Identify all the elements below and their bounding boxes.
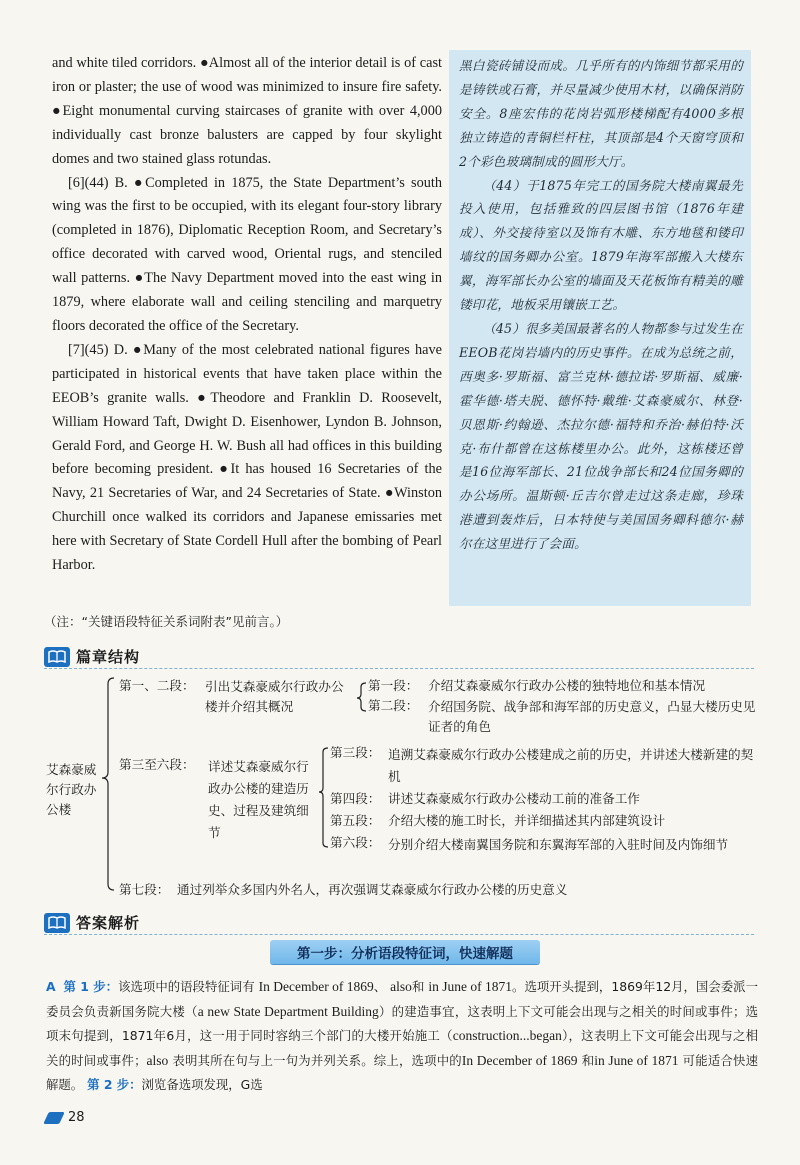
answer-text: 。选项开头提到，1869年12月，国会委派一委员会负责新国务院大楼（: [46, 979, 758, 1019]
note-text: （注：“关键语段特征关系词附表”见前言。）: [44, 614, 289, 629]
tree-group1-label: 第一、二段：: [119, 678, 195, 693]
answer-divider: [44, 934, 754, 935]
tree-p7-label: 第七段：: [119, 882, 170, 897]
tree-p1-label: 第一段：: [368, 678, 419, 693]
structure-divider: [44, 668, 754, 669]
answer-text: 可能适合快速解题。: [46, 1052, 758, 1092]
step1-label: 第 1 步：: [63, 979, 119, 994]
tree-p4-desc: 讲述艾森豪威尔行政办公楼动工前的准备工作: [388, 791, 640, 806]
answer-text: 和: [581, 1052, 595, 1068]
chinese-paragraph-2: （44）于1875年完工的国务院大楼南翼最先投入使用，包括雅致的四层图书馆（1876年建成）、外交接待室以及饰有木雕、东方地毯和镂印墙纹的国务卿办公室。1879年海军部搬入大楼东翼，海军部长办公室的墙面及天花板饰有精美的雕镂印花，地板采用镶嵌工艺。: [459, 177, 743, 313]
page-footer: [46, 1110, 85, 1125]
option-letter: A: [46, 979, 56, 994]
tree-p1-desc: 介绍艾森豪威尔行政办公楼的独特地位和基本情况: [428, 678, 706, 693]
answer-text: 浏览备选项发现，G选: [141, 1077, 263, 1092]
tree-group1-desc: 引出艾森豪威尔行政办公楼并介绍其概况: [205, 679, 344, 714]
answer-en-term: In December of 1869: [258, 979, 374, 994]
answer-en-term: also: [146, 1052, 169, 1068]
page-mark-icon: [43, 1112, 65, 1124]
tree-p6-desc: 分别介绍大楼南翼国务院和东翼海军部的入驻时间及内饰细节: [388, 837, 729, 852]
tree-group2-label: 第三至六段：: [119, 757, 195, 772]
answer-en-term: In December of 1869: [461, 1052, 578, 1068]
tree-p4-label: 第四段：: [330, 791, 381, 806]
answer-heading: 答案解析: [76, 914, 141, 932]
answer-text: 和: [411, 979, 425, 994]
tree-group2-desc: 详述艾森豪威尔行政办公楼的建造历史、过程及建筑细节: [208, 759, 309, 840]
chinese-paragraph-1: 黑白瓷砖铺设而成。几乎所有的内饰细节都采用的是铸铁或石膏，并尽量减少使用木材，以确保消防安全。8座宏伟的花岗岩弧形楼梯配有4000多根独立铸造的青铜栏杆柱，其顶部是4个天窗穹顶和2个彩色玻璃制成的圆形大厅。: [459, 58, 743, 169]
book-icon: [44, 913, 70, 933]
step-banner: 第一步：分析语段特征词，快速解题: [270, 940, 540, 964]
answer-en-term: a new State Department Building: [197, 1003, 379, 1019]
step2-label: 第 2 步：: [87, 1077, 142, 1092]
answer-text: 表明其所在句与上一句为并列关系。综上，选项中的: [172, 1052, 462, 1068]
answer-en-term: also: [390, 979, 412, 994]
english-paragraph-1: and white tiled corridors. ●Almost all of the interior detail is of cast iron or plaster; the use of wood was minimized to insure fire safety. ●Eight monumental curving staircases of granite with over 4,000 individually cast bronze balusters are capped by four skylight domes and two stained glass rotundas.: [52, 55, 442, 167]
tree-p3-desc: 追溯艾森豪威尔行政办公楼建成之前的历史，并讲述大楼新建的契机: [388, 747, 754, 784]
answer-text: 、: [373, 979, 387, 994]
answer-text: ），这表明上下文可能会出现与之相关的时间或事件；: [46, 1028, 758, 1068]
chinese-paragraph-3: （45）很多美国最著名的人物都参与过发生在EEOB花岗岩墙内的历史事件。在成为总统之前，西奥多·罗斯福、富兰克林·德拉诺·罗斯福、威廉·霍华德·塔夫脱、德怀特·戴维·艾森豪威尔、林登·贝恩斯·约翰逊、杰拉尔德·福特和乔治·赫伯特·沃克·布什都曾在这栋楼里办公。此外，这栋楼还曾是16位海军部长、21位战争部长和24位国务卿的办公场所。温斯顿·丘吉尔曾走过这条走廊，珍珠港遭到轰炸后，日本特使与美国国务卿科德尔·赫尔在这里进行了会面。: [459, 320, 743, 552]
english-passage: [52, 52, 442, 578]
structure-section-header: [44, 646, 140, 667]
tree-p2-desc: 介绍国务院、战争部和海军部的历史意义，凸显大楼历史见证者的角色: [428, 699, 756, 734]
tree-p7-desc: 通过列举众多国内外名人，再次强调艾森豪威尔行政办公楼的历史意义: [177, 882, 568, 897]
answer-en-term: construction...began: [452, 1028, 562, 1043]
answer-paragraph: [46, 975, 758, 1098]
tree-p5-desc: 介绍大楼的施工时长，并详细描述其内部建筑设计: [388, 813, 666, 828]
tree-p3-label: 第三段：: [330, 745, 381, 760]
tree-root: 艾森豪威尔行政办公楼: [46, 762, 97, 817]
tree-p2-label: 第二段：: [368, 698, 419, 713]
structure-heading: 篇章结构: [76, 648, 141, 666]
chinese-translation-box: [449, 50, 751, 606]
answer-en-term: in June of 1871: [594, 1052, 679, 1068]
book-icon: [44, 647, 70, 667]
answer-en-term: in June of 1871: [428, 979, 513, 994]
answer-section-header: [44, 912, 140, 933]
english-paragraph-2: [6](44) B. ●Completed in 1875, the State Department’s south wing was the first to be occupied, with its elegant four-story library (completed in 1876), Diplomatic Reception Room, and Secretary’s office decorated with carved wood, Oriental rugs, and stenciled wall patterns. ●The Navy Department moved into the east wing in 1879, where elaborate wall and ceiling stenciling and marquetry floors decorated the office of the Secretary.: [52, 174, 442, 334]
tree-p6-label: 第六段：: [330, 835, 381, 850]
english-paragraph-3: [7](45) D. ●Many of the most celebrated national figures have participated in historical events that have taken place within the EEOB’s granite walls. ●Theodore and Franklin D. Roosevelt, William Howard Taft, Dwight D. Eisenhower, Lyndon B. Johnson, Gerald Ford, and George H. W. Bush all had offices in this building before becoming president. ●It has housed 16 Secretaries of the Navy, 21 Secretaries of War, and 24 Secretaries of State. ●Winston Churchill once walked its corridors and Japanese emissaries met here with Secretary of State Cordell Hull after the bombing of Pearl Harbor.: [52, 341, 442, 574]
tree-p5-label: 第五段：: [330, 813, 381, 828]
page-number: 28: [68, 1110, 85, 1125]
answer-text: 该选项中的语段特征词有: [118, 979, 255, 994]
answer-text: ）的建造事宜，这表明上下文可能会出现与之相关的时间或事件；选项末句提到，1871年6月，这一用于同时容纳三个部门的大楼开始施工（: [46, 1003, 759, 1043]
